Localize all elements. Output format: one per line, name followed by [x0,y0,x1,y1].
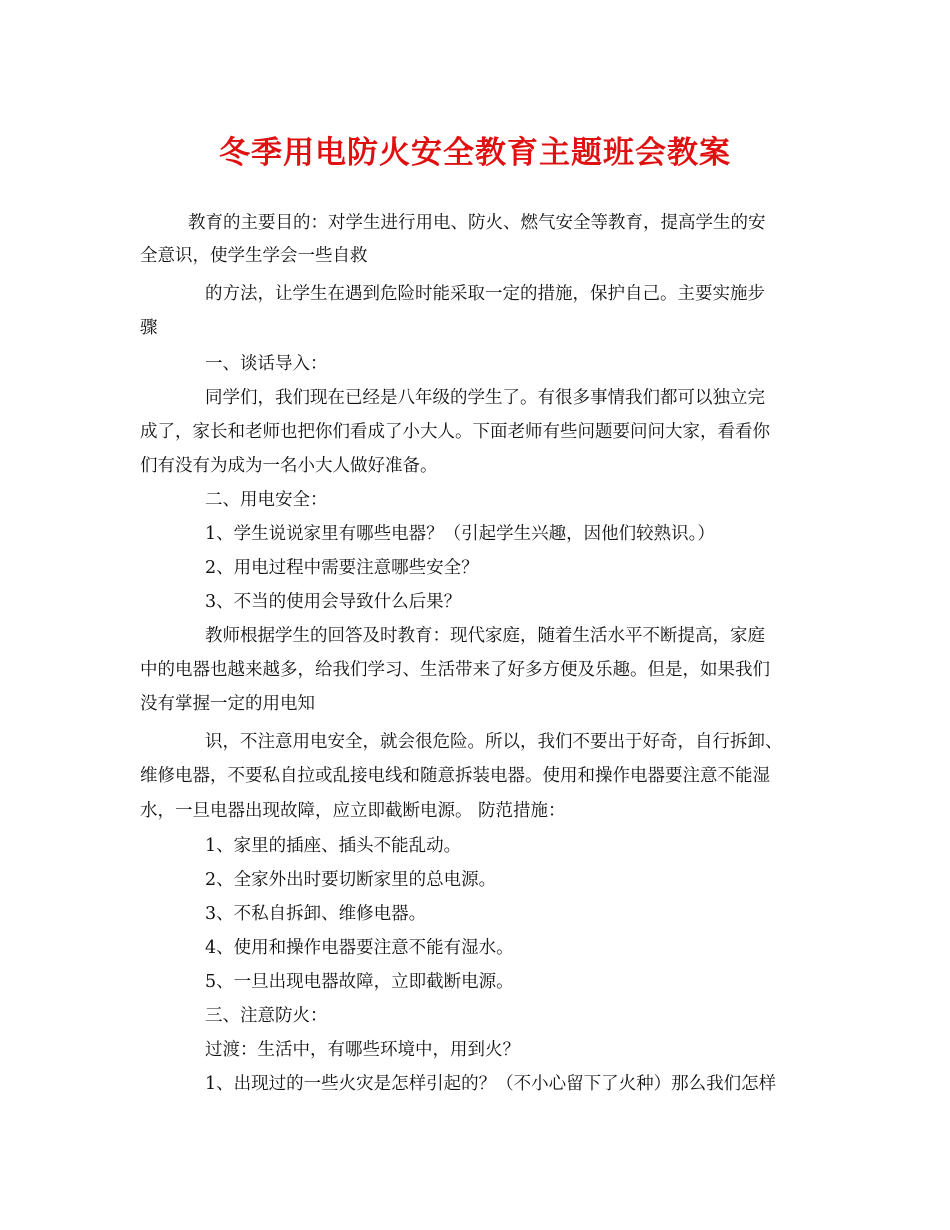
paragraph-line: 水，一旦电器出现故障，应立即截断电源。 防范措施： [140,801,566,821]
list-item: 3、不当的使用会导致什么后果？ [205,592,462,612]
paragraph-line: 教育的主要目的：对学生进行用电、防火、燃气安全等教育，提高学生的安 [188,213,766,233]
paragraph-line: 没有掌握一定的用电知 [140,694,315,714]
paragraph-line: 中的电器也越来越多，给我们学习、生活带来了好多方便及乐趣。但是，如果我们 [140,660,770,680]
paragraph-line: 骤 [140,318,158,338]
section-heading: 三、注意防火： [205,1006,328,1026]
paragraph-line: 过渡：生活中，有哪些环境中，用到火？ [205,1040,520,1060]
paragraph-line: 教师根据学生的回答及时教育：现代家庭，随着生活水平不断提高，家庭 [205,626,765,646]
list-item: 3、不私自拆卸、维修电器。 [205,904,427,924]
list-item: 1、家里的插座、插头不能乱动。 [205,836,462,856]
paragraph-line: 全意识，使学生学会一些自救 [140,246,368,266]
paragraph-line: 们有没有为成为一名小大人做好准备。 [140,456,438,476]
list-item: 2、用电过程中需要注意哪些安全？ [205,558,479,578]
paragraph-line: 识，不注意用电安全，就会很危险。所以，我们不要出于好奇，自行拆卸、 [205,732,783,752]
section-heading: 一、谈话导入： [205,354,328,374]
paragraph-line: 的方法，让学生在遇到危险时能采取一定的措施，保护自己。主要实施步 [205,284,765,304]
document-title: 冬季用电防火安全教育主题班会教案 [219,135,731,171]
list-item: 1、学生说说家里有哪些电器？（引起学生兴趣，因他们较熟识。） [205,524,715,544]
paragraph-line: 维修电器，不要私自拉或乱接电线和随意拆装电器。使用和操作电器要注意不能湿 [140,766,770,786]
section-heading: 二、用电安全： [205,490,328,510]
list-item: 2、全家外出时要切断家里的总电源。 [205,870,497,890]
paragraph-line: 同学们，我们现在已经是八年级的学生了。有很多事情我们都可以独立完 [205,388,765,408]
list-item: 1、出现过的一些火灾是怎样引起的？（不小心留下了火种）那么我们怎样 [205,1074,777,1094]
list-item: 5、一旦出现电器故障，立即截断电源。 [205,972,514,992]
paragraph-line: 成了，家长和老师也把你们看成了小大人。下面老师有些问题要问问大家，看看你 [140,422,770,442]
list-item: 4、使用和操作电器要注意不能有湿水。 [205,938,514,958]
